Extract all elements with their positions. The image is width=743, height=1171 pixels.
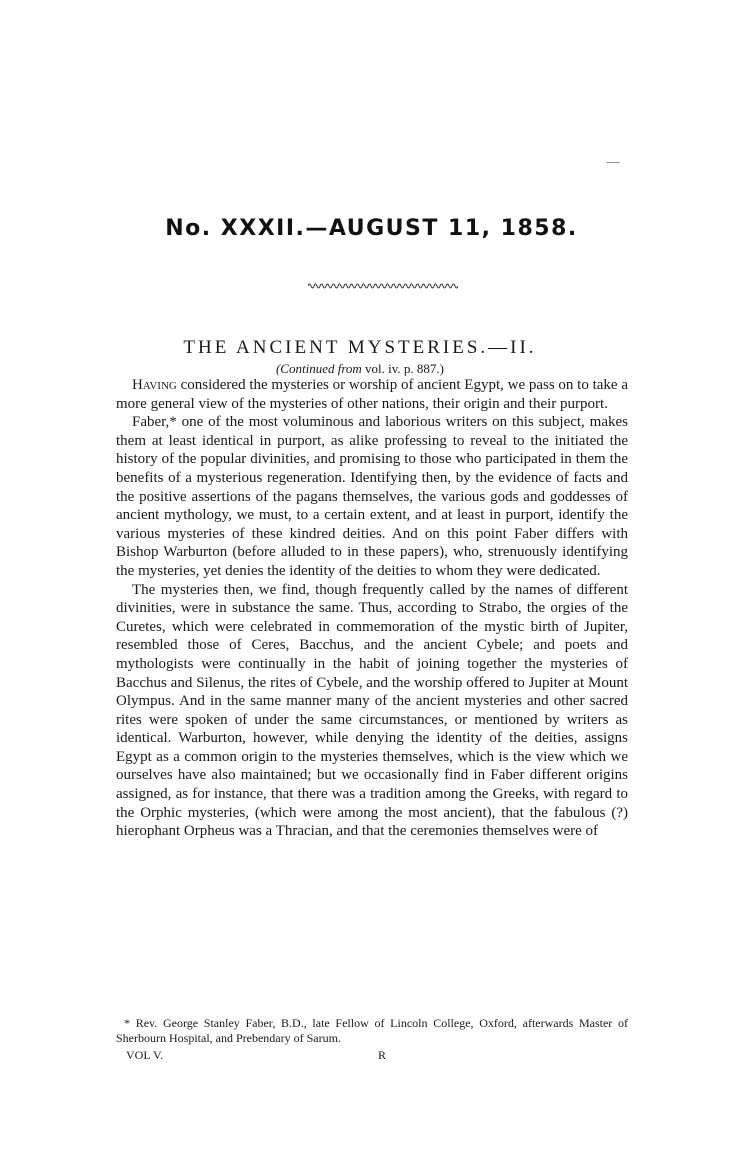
paragraph-2: Faber,* one of the most voluminous and laborious writers on this subject, makes them at least identical in purport, as alike professing to reveal to the initiated the history of the popular divinities, and promising to those who participated in them the benefits of a mysterious regeneration. Identifying then, by the evidence of facts and the positive assertions of the pagans themselves, the various gods and goddesses of ancient mythology, we must, to a certain extent, and at least in purport, identify the various mysteries of these kindred deities. And on this point Faber differs with Bishop Warburton (before alluded to in these papers), who, strenuously identifying the mysteries, yet denies the identity of the deities to whom they were dedicated. — [116, 414, 628, 579]
article-title: THE ANCIENT MYSTERIES.—II. — [183, 337, 537, 358]
paragraph-1-text: considered the mysteries or worship of ancient Egypt, we pass on to take a more general view of the mysteries of other nations, their origin and their purport. — [116, 377, 628, 412]
paragraph-1-lead: Having — [132, 377, 177, 393]
issue-title: No. XXXII.—AUGUST 11, 1858. — [165, 216, 578, 241]
article-body — [116, 376, 628, 841]
corner-mark — [606, 162, 620, 163]
continued-ref: vol. iv. p. 887.) — [365, 361, 445, 376]
continued-prefix: (Continued from — [275, 361, 362, 376]
continued-note — [60, 361, 660, 377]
paragraph-3: The mysteries then, we find, though frequently called by the names of different divinities, were in substance the same. Thus, according to Strabo, the orgies of the Curetes, which were celebrated in commemoration of the mystic birth of Jupiter, resembled those of Ceres, Bacchus, and the ancient Cybele; and poets and mythologists were continually in the habit of joining together the mysteries of Bacchus and Silenus, the rites of Cybele, and the worship offered to Jupiter at Mount Olympus. And in the same manner many of the ancient mysteries and other sacred rites were spoken of under the same circumstances, or mentioned by writers as identical. Warburton, however, while denying the identity of the deities, assigns Egypt as a common origin to the mysteries themselves, which is the view which we ourselves have also maintained; but we occasionally find in Faber different origins assigned, as for instance, that there was a tradition among the Greeks, with regard to the Orphic mysteries, (which were among the most ancient), that the fabulous (?) hierophant Orpheus was a Thracian, and that the ceremonies themselves were of — [116, 581, 628, 840]
footnote: * Rev. George Stanley Faber, B.D., late Fellow of Lincoln College, Oxford, afterwards Master of Sherbourn Hospital, and Prebendary of Sarum. — [116, 1016, 628, 1045]
paragraph-1 — [116, 376, 628, 413]
signature-letter: R — [378, 1048, 387, 1062]
volume-signature: VOL V. — [126, 1048, 164, 1062]
wavy-ornament — [308, 281, 458, 291]
